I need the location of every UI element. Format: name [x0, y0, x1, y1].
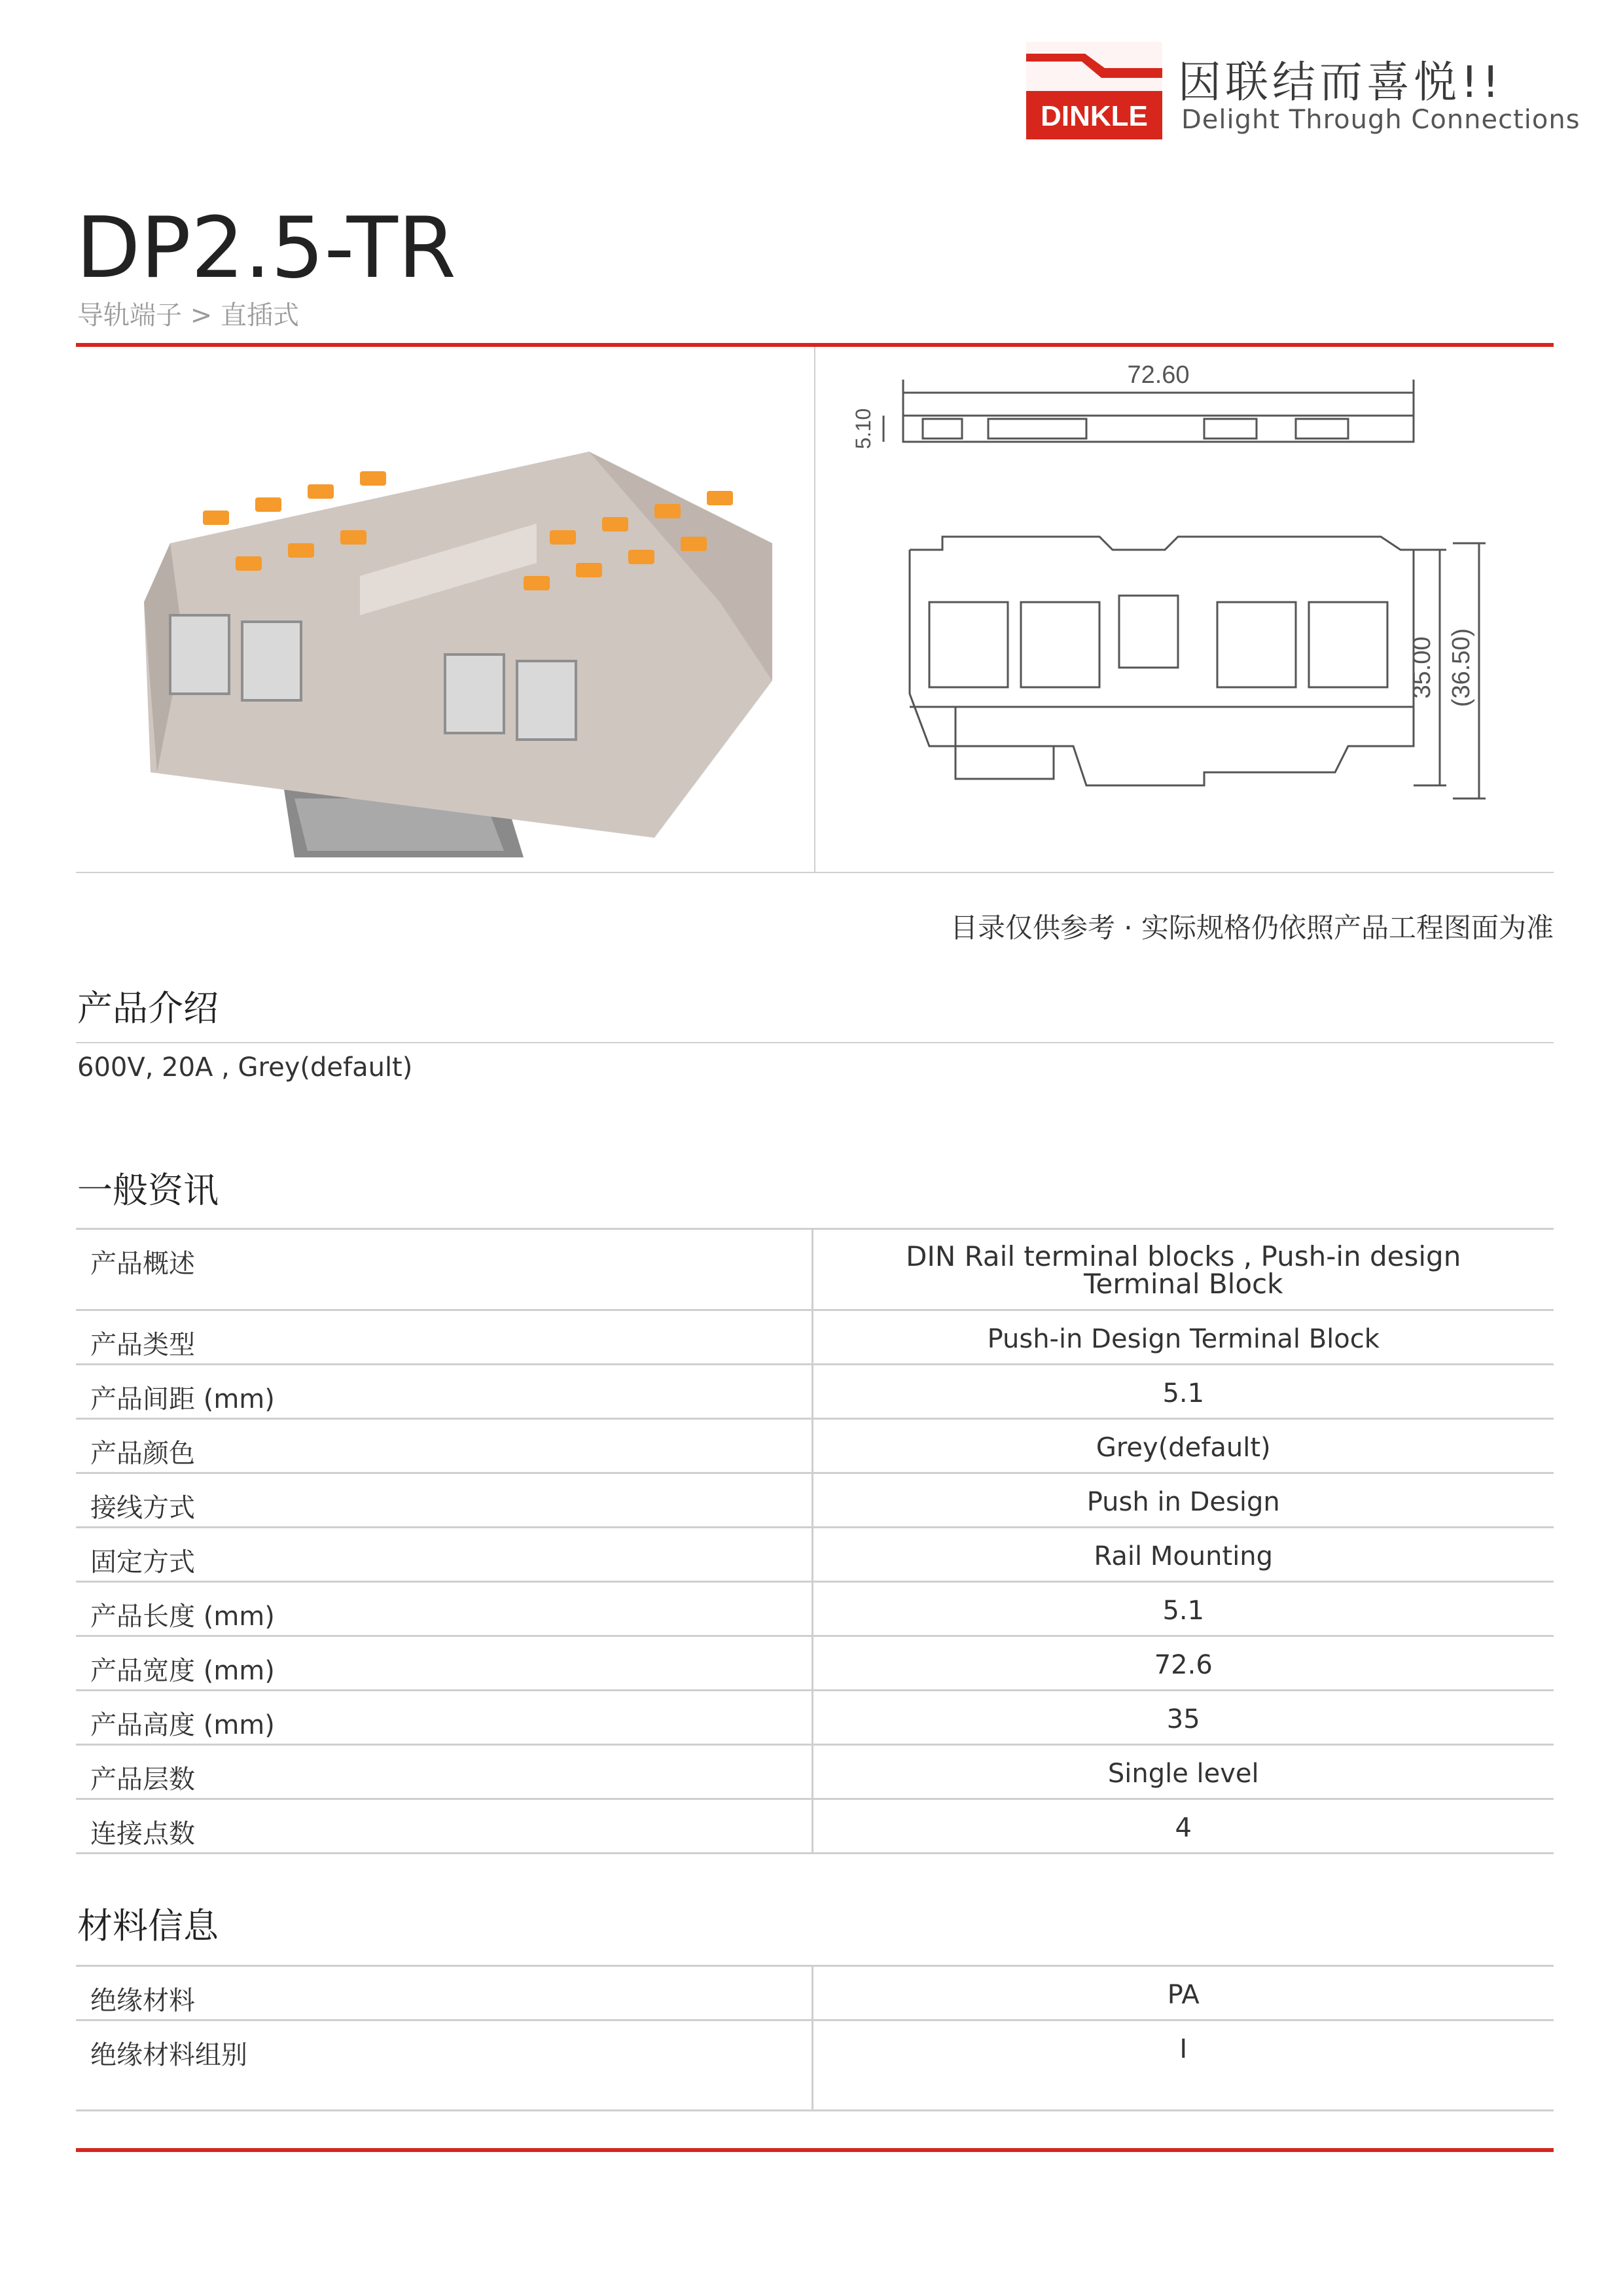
material-spec-table	[76, 1965, 1554, 2111]
spec-value: 72.6	[812, 1636, 1554, 1691]
dim-overall-height-label: (36.50)	[1448, 628, 1475, 708]
logo-chinese-slogan: 因联结而喜悦!!	[1178, 57, 1503, 107]
technical-drawing	[838, 353, 1531, 825]
spec-value: Grey(default)	[812, 1419, 1554, 1473]
spec-label: 连接点数	[76, 1799, 812, 1854]
general-title: 一般资讯	[77, 1170, 219, 1211]
spec-value: 35	[812, 1691, 1554, 1745]
material-title: 材料信息	[77, 1905, 219, 1946]
spec-label: 产品高度 (mm)	[76, 1691, 812, 1745]
footer-divider	[76, 2148, 1554, 2152]
general-spec-table	[76, 1228, 1554, 1854]
table-row	[76, 1966, 1554, 2020]
table-row	[76, 1365, 1554, 1419]
spec-label: 产品宽度 (mm)	[76, 1636, 812, 1691]
table-row	[76, 1691, 1554, 1745]
product-photo	[131, 406, 772, 857]
spec-value: PA	[812, 1966, 1554, 2020]
spec-value: Single level	[812, 1745, 1554, 1799]
table-row	[76, 1310, 1554, 1365]
spec-value: 4	[812, 1799, 1554, 1854]
table-row	[76, 1799, 1554, 1854]
dim-width-label: 72.60	[1127, 361, 1190, 389]
image-column-divider	[814, 347, 815, 872]
table-row	[76, 1229, 1554, 1310]
spec-label: 产品间距 (mm)	[76, 1365, 812, 1419]
spec-label: 固定方式	[76, 1528, 812, 1582]
table-row	[76, 1473, 1554, 1528]
spec-value: Rail Mounting	[812, 1528, 1554, 1582]
spec-value: Push-in Design Terminal Block	[812, 1310, 1554, 1365]
spec-label: 产品类型	[76, 1310, 812, 1365]
spec-label: 绝缘材料组别	[76, 2020, 812, 2111]
logo-english-slogan: Delight Through Connections	[1181, 105, 1580, 135]
spec-label: 产品长度 (mm)	[76, 1582, 812, 1636]
image-bottom-divider	[76, 872, 1554, 873]
spec-value: 5.1	[812, 1365, 1554, 1419]
spec-label: 产品层数	[76, 1745, 812, 1799]
dim-pitch-label: 5.10	[851, 408, 875, 450]
disclaimer: 目录仅供参考 · 实际规格仍依照产品工程图面为准	[950, 912, 1554, 944]
table-row	[76, 1636, 1554, 1691]
spec-value: I	[812, 2020, 1554, 2111]
spec-label: 接线方式	[76, 1473, 812, 1528]
svg-text:DINKLE: DINKLE	[1041, 100, 1148, 132]
table-row	[76, 1582, 1554, 1636]
dim-height-label: 35.00	[1408, 636, 1436, 699]
product-title: DP2.5-TR	[76, 200, 456, 297]
intro-divider	[76, 1042, 1554, 1043]
breadcrumb[interactable]: 导轨端子 > 直插式	[77, 300, 299, 331]
spec-label: 绝缘材料	[76, 1966, 812, 2020]
table-row	[76, 1745, 1554, 1799]
table-row	[76, 1419, 1554, 1473]
intro-title: 产品介绍	[77, 988, 219, 1029]
intro-text: 600V, 20A , Grey(default)	[77, 1052, 413, 1083]
table-row	[76, 2020, 1554, 2111]
dinkle-logo	[1026, 42, 1162, 139]
table-row	[76, 1528, 1554, 1582]
spec-value: 5.1	[812, 1582, 1554, 1636]
spec-label: 产品概述	[76, 1229, 812, 1310]
spec-value: DIN Rail terminal blocks , Push-in design Terminal Block	[812, 1229, 1554, 1310]
spec-value: Push in Design	[812, 1473, 1554, 1528]
spec-label: 产品颜色	[76, 1419, 812, 1473]
